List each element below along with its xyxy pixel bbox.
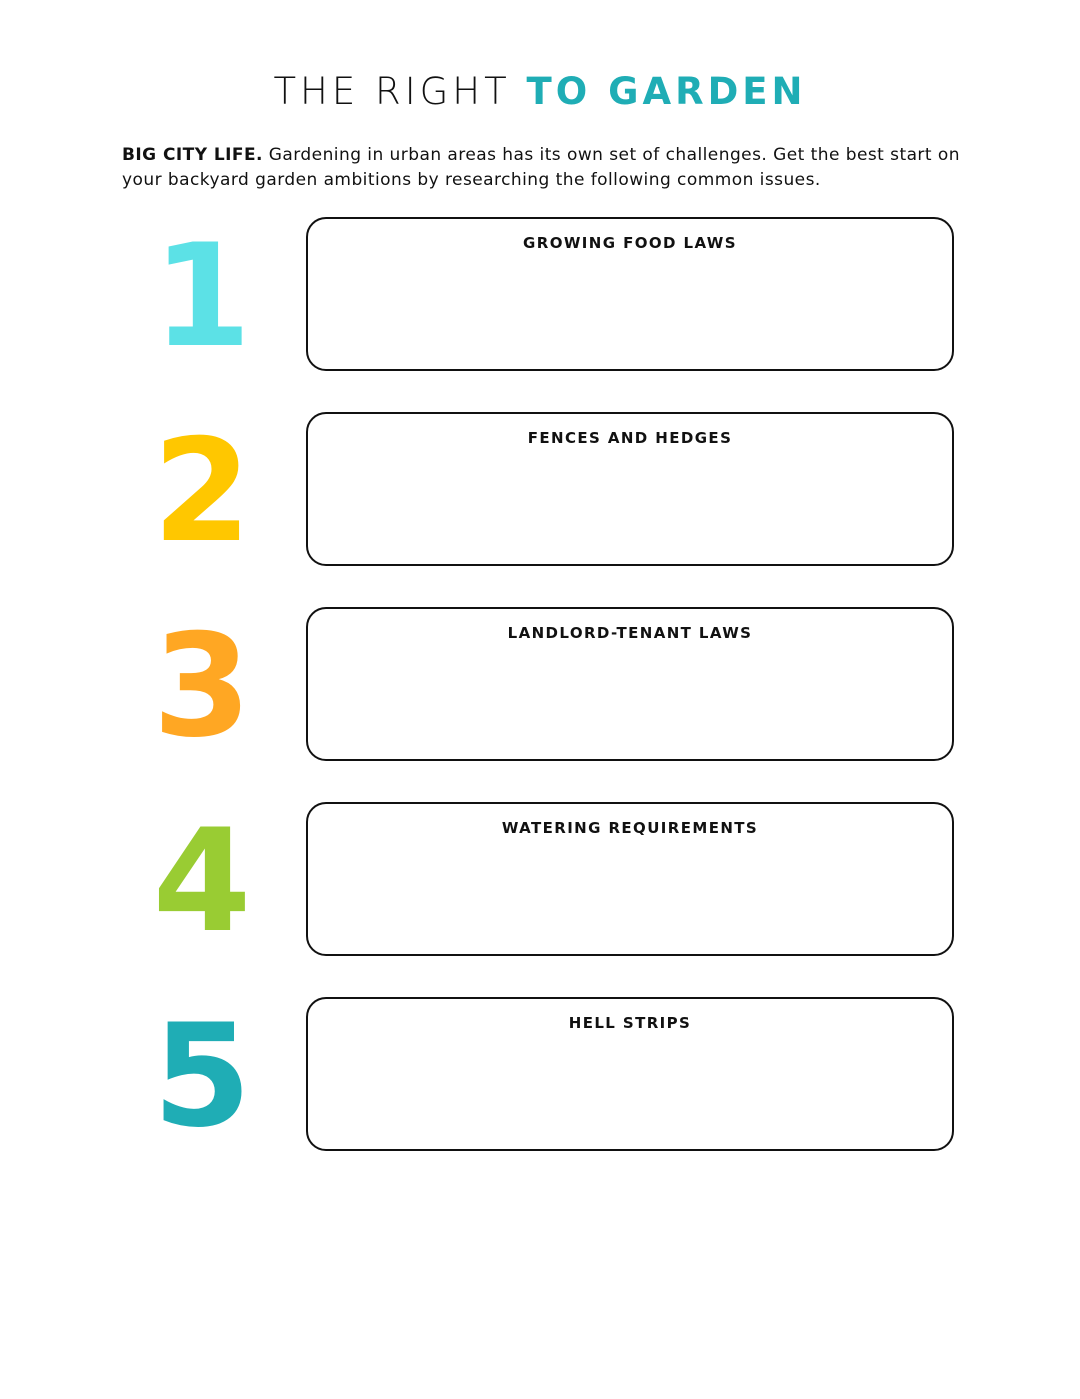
list-item-2 xyxy=(0,409,1080,574)
page-title-part2: TO GARDEN xyxy=(526,70,807,113)
intro-text: Gardening in urban areas has its own set of challenges. Get the best start on your backyard garden ambitions by researching the following common issues. xyxy=(122,145,960,190)
page-title xyxy=(0,66,1080,118)
list-item-5 xyxy=(0,994,1080,1159)
box-title-2: FENCES AND HEDGES xyxy=(527,429,733,447)
item-number-4: 4 xyxy=(152,799,248,964)
notes-box-4 xyxy=(306,802,954,956)
intro-paragraph xyxy=(122,143,972,193)
item-number-3: 3 xyxy=(152,604,248,769)
notes-box-2 xyxy=(306,412,954,566)
item-number-5: 5 xyxy=(152,994,248,1159)
list-item-1 xyxy=(0,214,1080,379)
item-number-1: 1 xyxy=(152,214,248,379)
box-title-4: WATERING REQUIREMENTS xyxy=(501,819,759,837)
notes-box-1 xyxy=(306,217,954,371)
box-title-5: HELL STRIPS xyxy=(568,1014,692,1032)
box-title-1: GROWING FOOD LAWS xyxy=(523,234,737,252)
box-title-3: LANDLORD-TENANT LAWS xyxy=(507,624,753,642)
list-item-3 xyxy=(0,604,1080,769)
notes-box-5 xyxy=(306,997,954,1151)
notes-box-3 xyxy=(306,607,954,761)
list-item-4 xyxy=(0,799,1080,964)
intro-lead: BIG CITY LIFE. xyxy=(122,145,263,165)
item-number-2: 2 xyxy=(152,409,248,574)
page-title-part1: THE RIGHT xyxy=(273,70,511,113)
